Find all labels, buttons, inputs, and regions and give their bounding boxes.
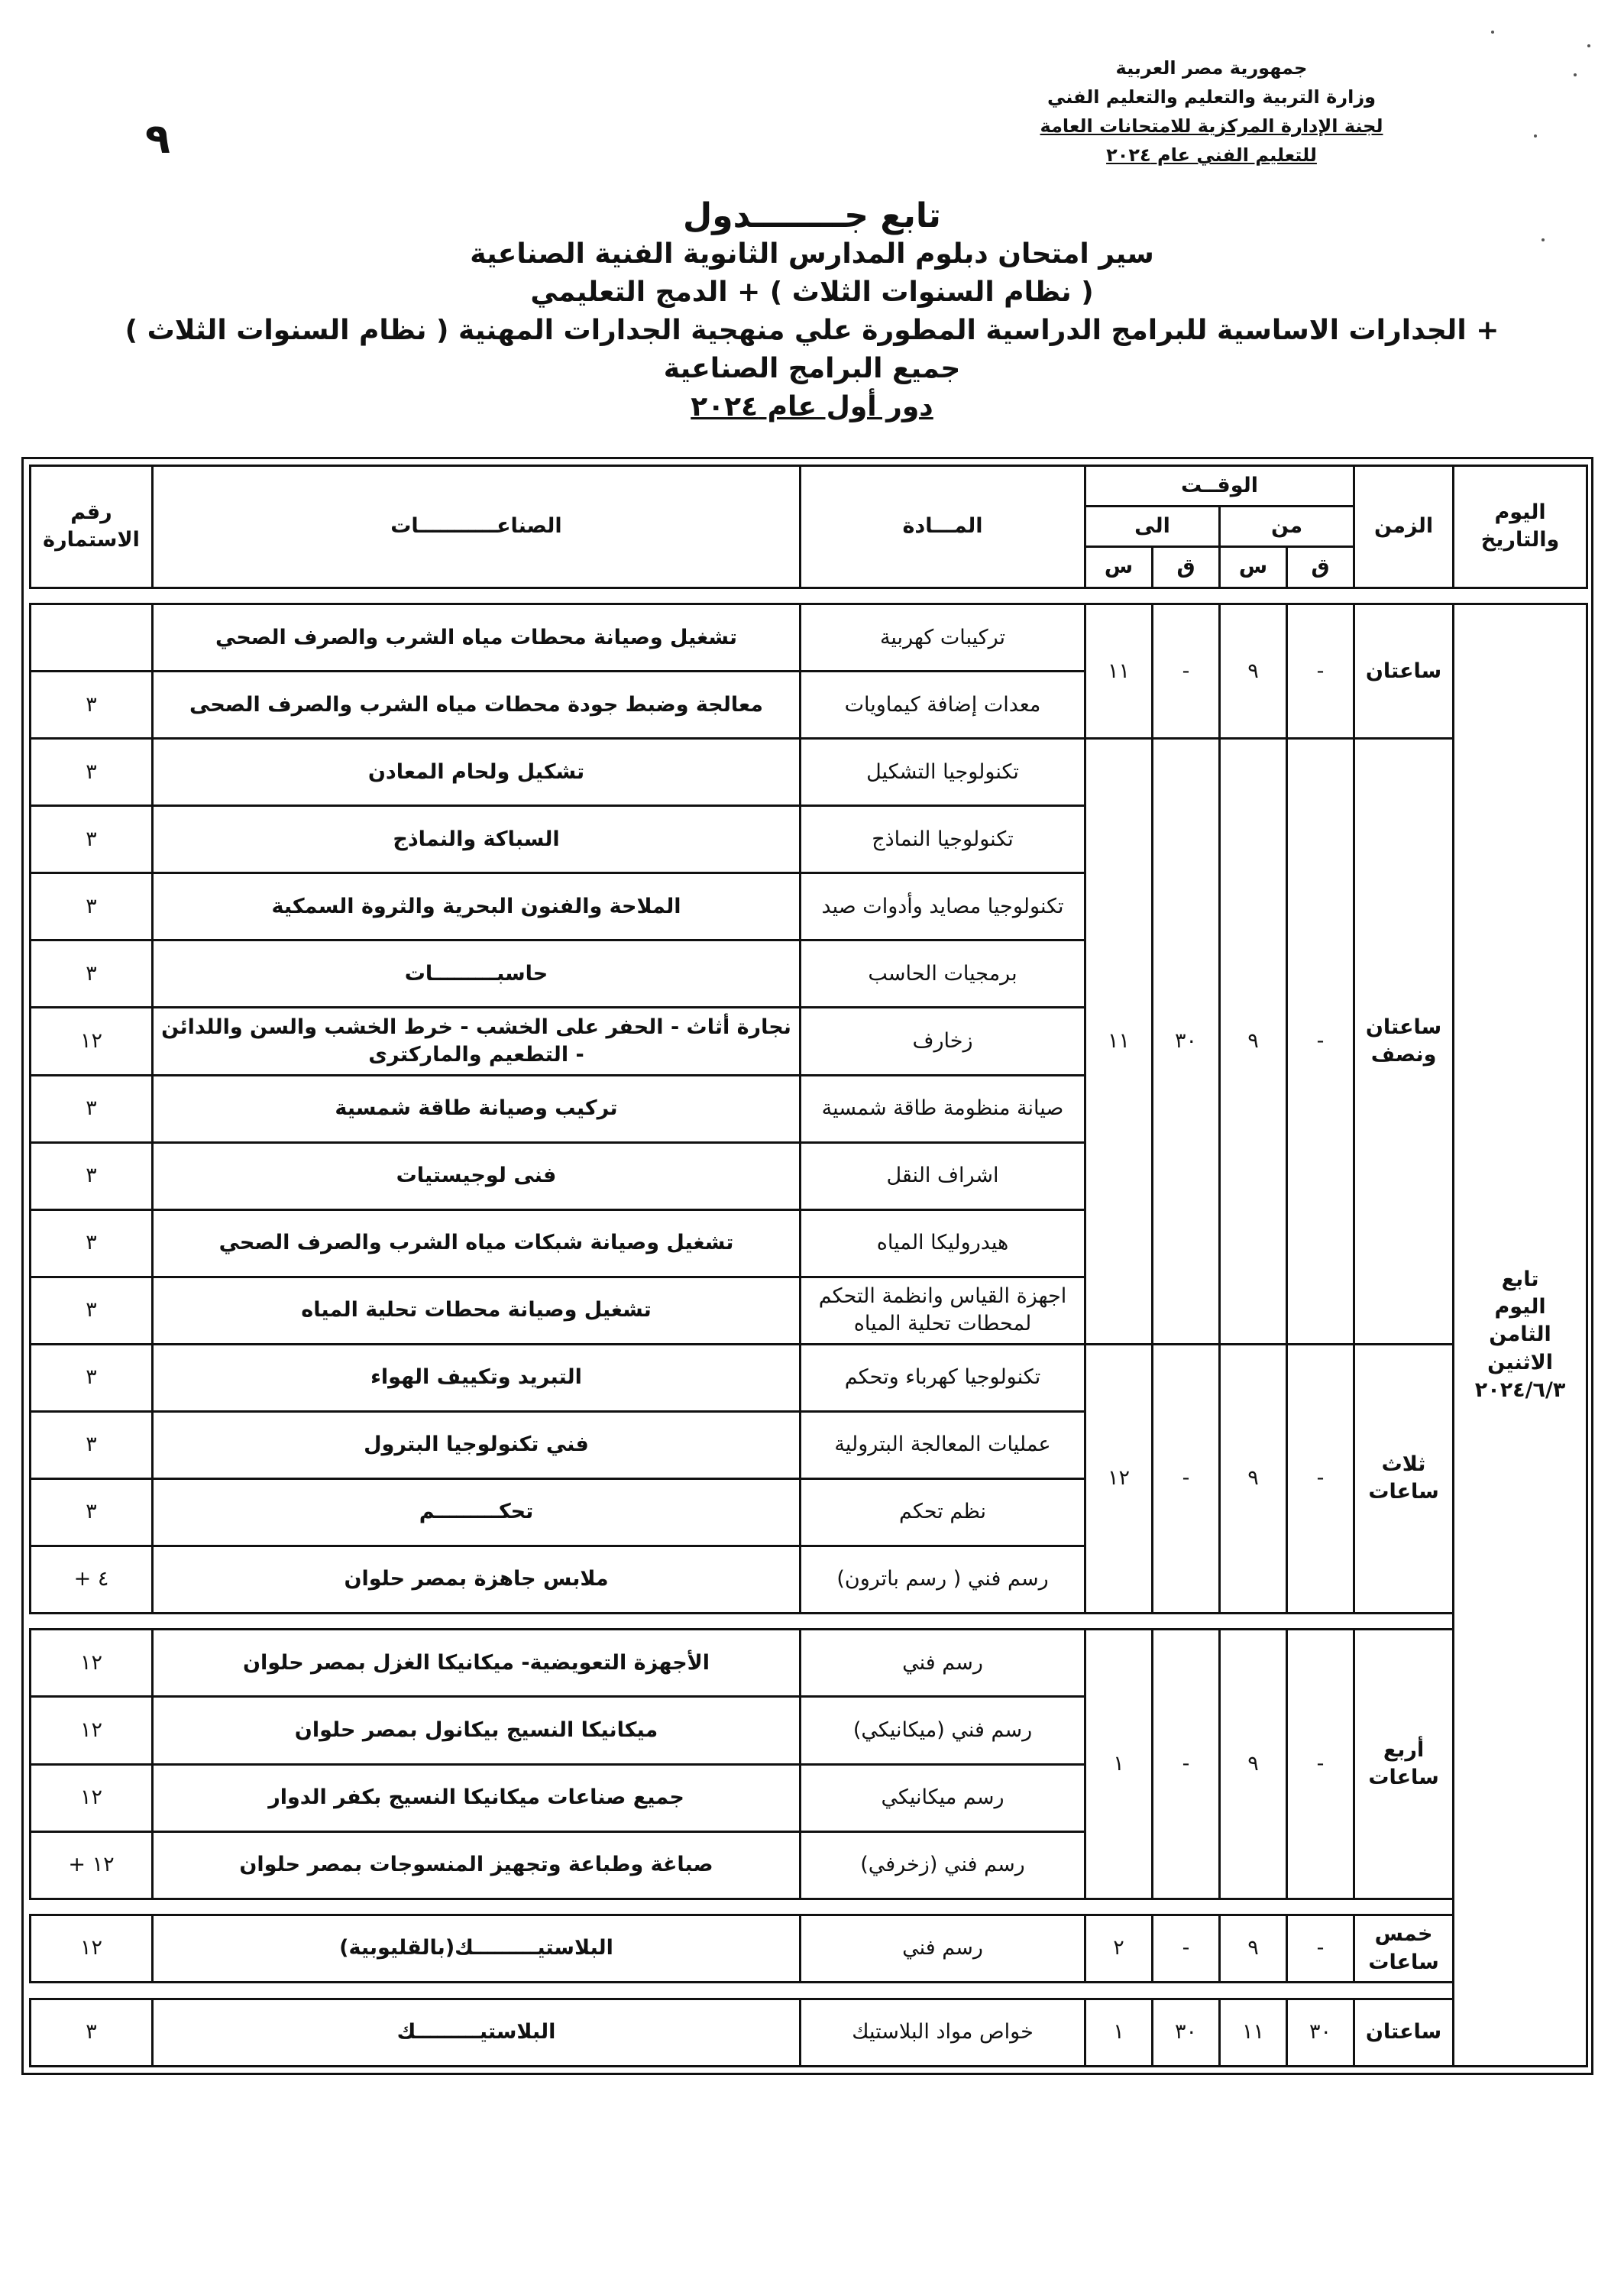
from-minute-cell: - (1287, 1630, 1354, 1899)
trade-cell: معالجة وضبط جودة محطات مياه الشرب والصرف الصحى (153, 672, 801, 739)
subject-cell: عمليات المعالجة البترولية (801, 1411, 1085, 1478)
trade-cell: تشكيل ولحام المعادن (153, 739, 801, 806)
subject-cell: زخارف (801, 1008, 1085, 1075)
subject-cell: معدات إضافة كيماويات (801, 672, 1085, 739)
subject-cell: رسم ميكانيكي (801, 1764, 1085, 1831)
form-number-cell: ١٢ (31, 1697, 153, 1764)
trade-cell: ملابس جاهزة بمصر حلوان (153, 1546, 801, 1613)
scan-speck (1587, 44, 1590, 47)
from-minute-cell: - (1287, 1915, 1354, 1983)
from-hour-cell: ١١ (1220, 1999, 1287, 2066)
title-line-2: سير امتحان دبلوم المدارس الثانوية الفنية الصناعية (470, 238, 1154, 270)
header-line-4: للتعليم الفني عام ٢٠٢٤ (1106, 144, 1317, 166)
trade-cell: ميكانيكا النسيج بيكانول بمصر حلوان (153, 1697, 801, 1764)
form-number-cell: ٣ (31, 1344, 153, 1411)
title-line-6: دور أول عام ٢٠٢٤ (691, 391, 933, 422)
trade-cell: فنى لوجيستيات (153, 1142, 801, 1209)
form-number-cell: ٣ (31, 1411, 153, 1478)
trade-cell: صباغة وطباعة وتجهيز المنسوجات بمصر حلوان (153, 1831, 801, 1899)
scan-speck (1542, 238, 1545, 241)
duration-cell: ثلاث ساعات (1354, 1344, 1454, 1613)
group-gap (31, 1613, 1454, 1630)
to-minute-cell: ٣٠ (1153, 739, 1220, 1344)
to-hour-cell: ١٢ (1085, 1344, 1153, 1613)
form-number-cell: ٣ (31, 672, 153, 739)
form-number-cell: ٣ (31, 940, 153, 1008)
form-number-cell: ٣ (31, 1478, 153, 1546)
subject-cell: هيدروليكا المياه (801, 1209, 1085, 1277)
to-hour-cell: ٢ (1085, 1915, 1153, 1983)
form-number-cell: ٣ (31, 1075, 153, 1142)
to-minute-cell: - (1153, 1344, 1220, 1613)
subject-cell: رسم فني (زخرفي) (801, 1831, 1085, 1899)
duration-cell: ساعتان (1354, 604, 1454, 739)
duration-cell: أربع ساعات (1354, 1630, 1454, 1899)
subject-cell: رسم فني ( رسم باترون) (801, 1546, 1085, 1613)
title-line-4: + الجدارات الاساسية للبرامج الدراسية المطورة علي منهجية الجدارات المهنية ( نظام السنوات الثلاث ) (125, 315, 1499, 346)
day-date-cell (1454, 604, 1587, 2067)
form-number-cell: ١٢ (31, 1630, 153, 1697)
subject-cell: اشراف النقل (801, 1142, 1085, 1209)
subject-cell: صيانة منظومة طاقة شمسية (801, 1075, 1085, 1142)
subject-cell: رسم فني (ميكانيكي) (801, 1697, 1085, 1764)
col-header-from-minute: ق (1287, 547, 1354, 588)
col-header-from: من (1220, 507, 1354, 547)
col-header-from-hour: س (1220, 547, 1287, 588)
form-number-cell: ١٢ (31, 1764, 153, 1831)
page-number: ٩ (145, 115, 170, 163)
to-hour-cell: ١ (1085, 1630, 1153, 1899)
header-line-1: جمهورية مصر العربية (1115, 57, 1308, 79)
title-line-3: ( نظام السنوات الثلاث ) + الدمج التعليمي (530, 277, 1094, 308)
col-header-subject: المـــادة (801, 466, 1085, 588)
header-gap (31, 588, 1587, 604)
col-header-to: الى (1085, 507, 1220, 547)
from-minute-cell: - (1287, 604, 1354, 739)
col-header-to-hour: س (1085, 547, 1153, 588)
header-line-2: وزارة التربية والتعليم والتعليم الفني (1047, 86, 1377, 108)
trade-cell: تشغيل وصيانة محطات تحلية المياه (153, 1277, 801, 1344)
form-number-cell: ٣ (31, 739, 153, 806)
duration-cell: ساعتان ونصف (1354, 739, 1454, 1344)
from-hour-cell: ٩ (1220, 1344, 1287, 1613)
trade-cell: نجارة أثاث - الحفر على الخشب - خرط الخشب والسن واللدائن - التطعيم والماركترى (153, 1008, 801, 1075)
form-number-cell: ٣ (31, 1209, 153, 1277)
document-titles (0, 197, 1624, 426)
trade-cell: التبريد وتكييف الهواء (153, 1344, 801, 1411)
trade-cell: جميع صناعات ميكانيكا النسيج بكفر الدوار (153, 1764, 801, 1831)
subject-cell: تكنولوجيا التشكيل (801, 739, 1085, 806)
trade-cell: البلاستيـــــــــك (153, 1999, 801, 2066)
subject-cell: تكنولوجيا مصايد وأدوات صيد (801, 873, 1085, 940)
form-number-cell: ٣ (31, 873, 153, 940)
form-number-cell (31, 604, 153, 672)
subject-cell: نظم تحكم (801, 1478, 1085, 1546)
form-number-cell: ٣ (31, 806, 153, 873)
from-hour-cell: ٩ (1220, 1915, 1287, 1983)
trade-cell: تشغيل وصيانة شبكات مياه الشرب والصرف الصحي (153, 1209, 801, 1277)
form-number-cell: ٣ (31, 1277, 153, 1344)
day-continuation-label: تابع (1501, 1267, 1539, 1291)
title-line-5: جميع البرامج الصناعية (663, 353, 961, 384)
day-ordinal: الثامن (1489, 1322, 1551, 1347)
trade-cell: حاسبـــــــــات (153, 940, 801, 1008)
from-minute-cell: - (1287, 1344, 1354, 1613)
scan-speck (1534, 134, 1537, 138)
trade-cell: السباكة والنماذج (153, 806, 801, 873)
scan-speck (1574, 73, 1577, 76)
col-header-duration: الزمن (1354, 466, 1454, 588)
trade-cell: الملاحة والفنون البحرية والثروة السمكية (153, 873, 801, 940)
form-number-cell: ١٢ (31, 1008, 153, 1075)
form-number-cell: ٣ (31, 1999, 153, 2066)
from-hour-cell: ٩ (1220, 604, 1287, 739)
to-minute-cell: - (1153, 1630, 1220, 1899)
trade-cell: تحكـــــــــم (153, 1478, 801, 1546)
trade-cell: الأجهزة التعويضية- ميكانيكا الغزل بمصر حلوان (153, 1630, 801, 1697)
trade-cell: تركيب وصيانة طاقة شمسية (153, 1075, 801, 1142)
scan-speck (1491, 31, 1494, 34)
duration-cell: خمس ساعات (1354, 1915, 1454, 1983)
group-gap (31, 1983, 1454, 1999)
to-minute-cell: - (1153, 1915, 1220, 1983)
group-gap (31, 1899, 1454, 1915)
from-minute-cell: ٣٠ (1287, 1999, 1354, 2066)
to-hour-cell: ١١ (1085, 739, 1153, 1344)
day-weekday: الاثنين (1487, 1350, 1553, 1374)
col-header-day-date: اليوم والتاريخ (1454, 466, 1587, 588)
subject-cell: اجهزة القياس وانظمة التحكم لمحطات تحلية المياه (801, 1277, 1085, 1344)
from-hour-cell: ٩ (1220, 739, 1287, 1344)
subject-cell: خواص مواد البلاستيك (801, 1999, 1085, 2066)
subject-cell: برمجيات الحاسب (801, 940, 1085, 1008)
col-header-to-minute: ق (1153, 547, 1220, 588)
from-hour-cell: ٩ (1220, 1630, 1287, 1899)
to-minute-cell: ٣٠ (1153, 1999, 1220, 2066)
col-header-trades: الصناعـــــــــــات (153, 466, 801, 588)
duration-cell: ساعتان (1354, 1999, 1454, 2066)
header-line-3: لجنة الإدارة المركزية للامتحانات العامة (1040, 115, 1383, 137)
to-minute-cell: - (1153, 604, 1220, 739)
trade-cell: البلاستيـــــــــك(بالقليوبية) (153, 1915, 801, 1983)
form-number-cell: ١٢ (31, 1915, 153, 1983)
trade-cell: تشغيل وصيانة محطات مياه الشرب والصرف الصحي (153, 604, 801, 672)
col-header-form-number: رقم الاستمارة (31, 466, 153, 588)
form-number-cell: ٤ + (31, 1546, 153, 1613)
form-number-cell: ٣ (31, 1142, 153, 1209)
title-line-1: تابع جــــــــدول (683, 196, 941, 235)
subject-cell: رسم فني (801, 1630, 1085, 1697)
subject-cell: تكنولوجيا النماذج (801, 806, 1085, 873)
subject-cell: رسم فني (801, 1915, 1085, 1983)
trade-cell: فني تكنولوجيا البترول (153, 1411, 801, 1478)
subject-cell: تركيبات كهربية (801, 604, 1085, 672)
ministry-header (1013, 53, 1410, 170)
to-hour-cell: ١١ (1085, 604, 1153, 739)
to-hour-cell: ١ (1085, 1999, 1153, 2066)
exam-schedule-table (29, 465, 1588, 2067)
subject-cell: تكنولوجيا كهرباء وتحكم (801, 1344, 1085, 1411)
col-header-time: الوقــت (1085, 466, 1354, 507)
day-word: اليوم (1494, 1294, 1546, 1319)
from-minute-cell: - (1287, 739, 1354, 1344)
exam-date: ٢٠٢٤/٦/٣ (1474, 1378, 1566, 1403)
form-number-cell: ١٢ + (31, 1831, 153, 1899)
